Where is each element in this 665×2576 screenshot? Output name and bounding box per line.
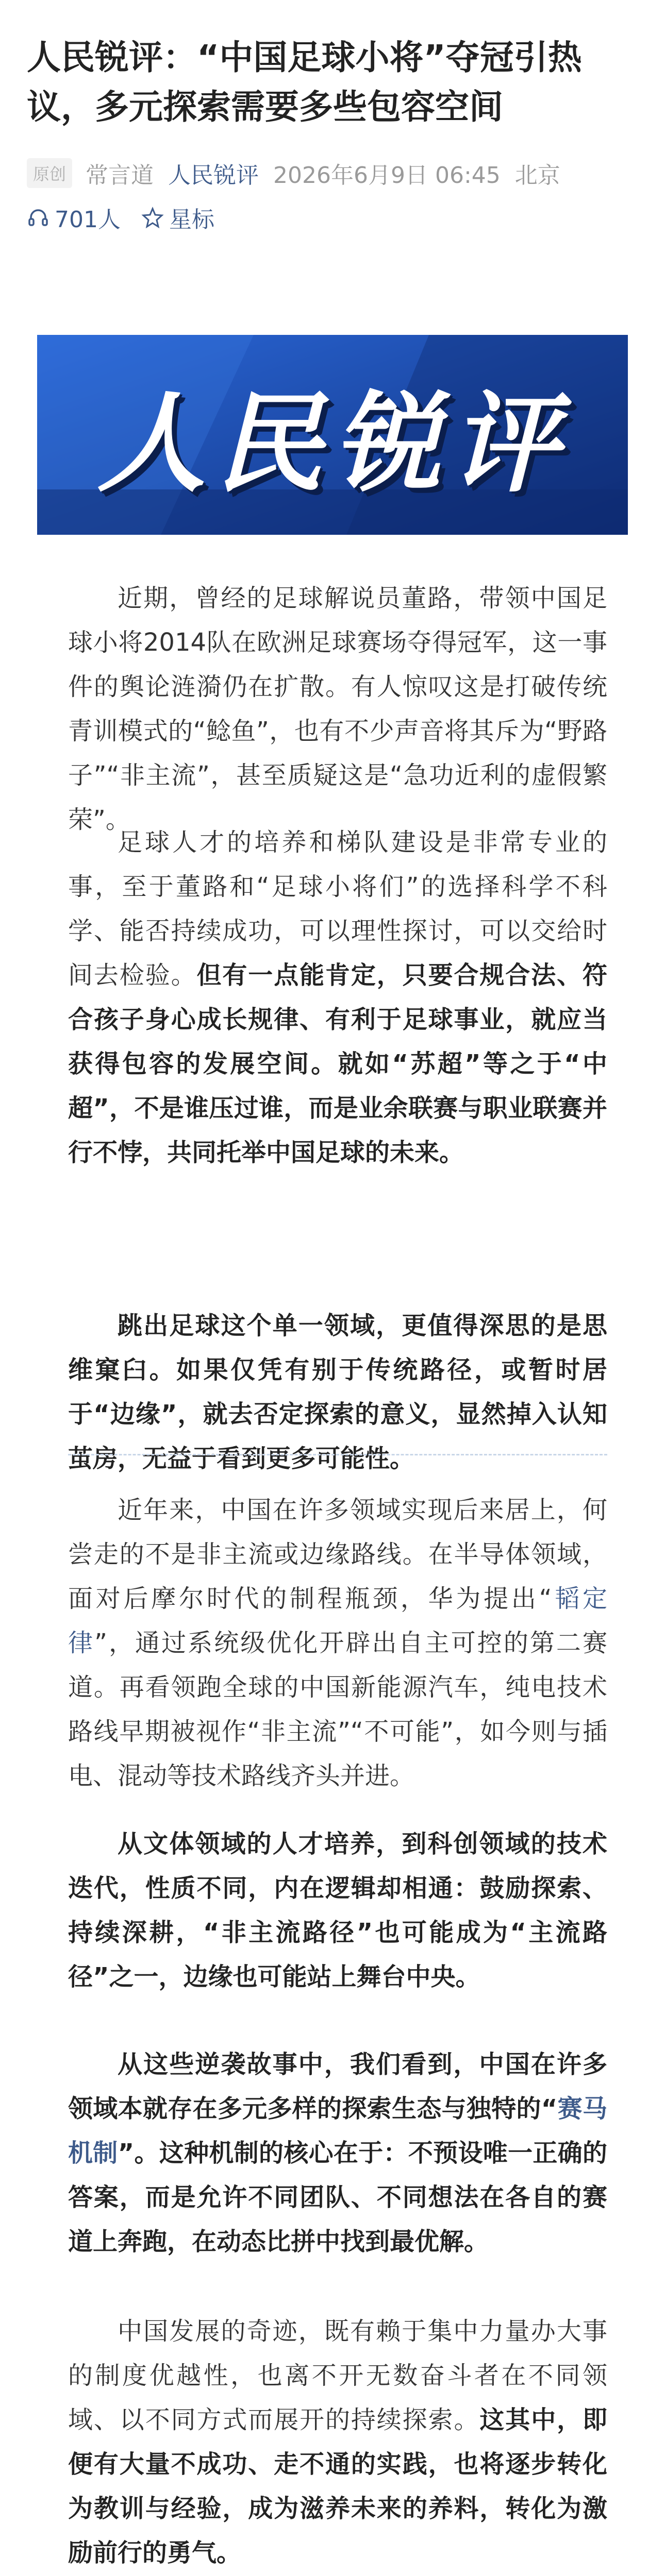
- paragraph-1: 近期，曾经的足球解说员董路，带领中国足球小将2014队在欧洲足球赛场夺得冠军，这一事件的舆论涟漪仍在扩散。有人惊叹这是打破传统青训模式的“鲶鱼”，也有不少声音将其斥为“野路子”“非主流”，甚至质疑这是“急功近利的虚假繁荣”。: [68, 584, 607, 834]
- publish-date: 2026年6月9日 06:45: [273, 162, 501, 189]
- article-meta: [27, 158, 560, 189]
- paragraph-4-b: ”，通过系统级优化开辟出自主可控的第二赛道。再看领跑全球的中国新能源汽车，纯电技术路线早期被视作“非主流”“不可能”，如今则与插电、混动等技术路线齐头并进。: [68, 1629, 607, 1790]
- paragraph-4: [68, 1488, 607, 1798]
- star-icon[interactable]: [141, 206, 164, 229]
- paragraph-3: 跳出足球这个单一领域，更值得深思的是思维窠臼。如果仅凭有别于传统路径，或暂时居于“边缘”，就去否定探索的意义，显然掉入认知茧房，无益于看到更多可能性。: [68, 1311, 607, 1473]
- star-label[interactable]: 星标: [169, 207, 214, 233]
- paragraph-2-bold: 但有一点能肯定，只要合规合法、符合孩子身心成长规律、有利于足球事业，就应当获得包容的发展空间。就如“苏超”等之于“中超”，不是谁压过谁，而是业余联赛与职业联赛并行不悖，共同托举中国足球的未来。: [68, 961, 607, 1167]
- paragraph-2-normal: 足球人才的培养和梯队建设是非常专业的事，至于董路和“足球小将们”的选择科学不科学、能否持续成功，可以理性探讨，可以交给时间去检验。: [68, 828, 607, 990]
- paragraph-4-a: 近年来，中国在许多领域实现后来居上，何尝走的不是非主流或边缘路线。在半导体领域，面对后摩尔时代的制程瓶颈，华为提出“: [68, 1496, 607, 1613]
- paragraph-6-b: ”。这种机制的核心在于：不预设唯一正确的答案，而是允许不同团队、不同想法在各自的赛道上奔跑，在动态比拼中找到最优解。: [68, 2139, 607, 2256]
- banner-text: 人民锐评: [97, 381, 568, 507]
- horse-race-mechanism-link[interactable]: 赛马机制: [68, 2094, 607, 2167]
- paragraph-6: [68, 2042, 607, 2264]
- publish-location: 北京: [514, 162, 560, 189]
- paragraph-5: 从文体领域的人才培养，到科创领域的技术迭代，性质不同，内在逻辑却相通：鼓励探索、持续深耕，“非主流路径”也可能成为“主流路径”之一，边缘也可能站上舞台中央。: [68, 1829, 607, 1991]
- paragraph-underline: [68, 1454, 607, 1455]
- article-stats: [27, 202, 214, 233]
- paragraph-7-normal: 中国发展的奇迹，既有赖于集中力量办大事的制度优越性，也离不开无数奋斗者在不同领域、以不同方式而展开的持续探索。: [68, 2317, 607, 2434]
- paragraph-6-a: 从这些逆袭故事中，我们看到，中国在许多领域本就存在多元多样的探索生态与独特的“: [68, 2050, 607, 2123]
- author-link[interactable]: 人民锐评: [168, 162, 259, 189]
- paragraph-7: [68, 2309, 607, 2575]
- article-title: 人民锐评：“中国足球小将”夺冠引热议，多元探索需要多些包容空间: [27, 38, 582, 127]
- original-badge: 原创: [27, 158, 72, 188]
- headphones-icon: [27, 206, 49, 229]
- source-name[interactable]: 常言道: [86, 162, 154, 189]
- rao-law-link[interactable]: 韬定律: [68, 1584, 607, 1657]
- listen-count[interactable]: 701人: [55, 207, 121, 233]
- header-banner: [37, 335, 628, 535]
- paragraph-7-bold: 这其中，即便有大量不成功、走不通的实践，也将逐步转化为教训与经验，成为滋养未来的养料，转化为激励前行的勇气。: [68, 2405, 607, 2567]
- paragraph-2: [68, 820, 607, 1175]
